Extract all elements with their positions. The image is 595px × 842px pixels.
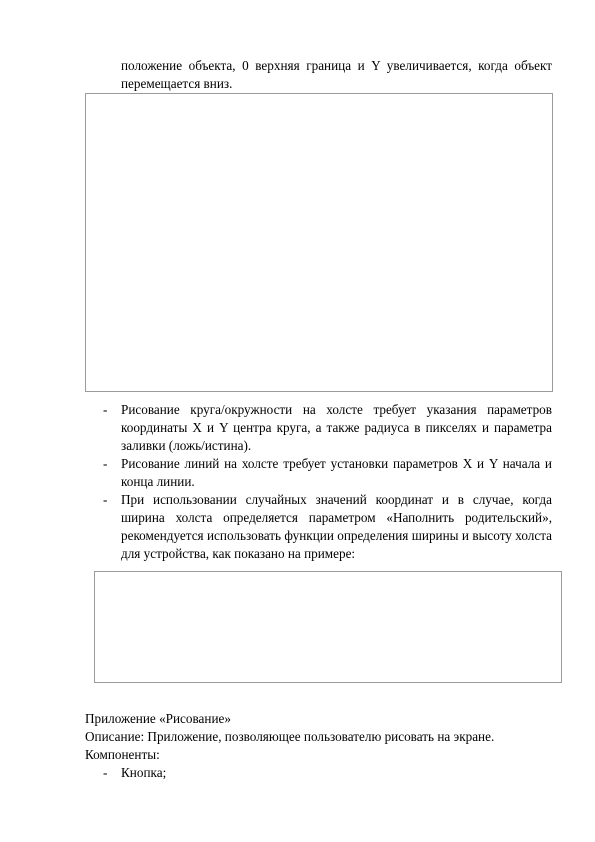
list-marker: - (103, 402, 108, 417)
list-marker: - (103, 456, 108, 471)
app-section (85, 710, 555, 782)
app-title: Приложение «Рисование» (85, 711, 231, 726)
list-item-text: Рисование круга/окружности на холсте требует указания параметров координаты X и Y центра круга, а также радиуса в пикселях и параметра заливки (ложь/истина). (121, 402, 552, 453)
components-list (85, 764, 555, 782)
list-item (103, 764, 555, 782)
intro-paragraph: положение объекта, 0 верхняя граница и Y увеличивается, когда объект перемещается вниз. (121, 58, 552, 91)
list-marker: - (103, 492, 108, 507)
list-item-text: Кнопка; (121, 765, 167, 780)
list-marker: - (103, 765, 108, 780)
list-item (103, 455, 552, 491)
list-item-text: Рисование линий на холсте требует установки параметров X и Y начала и конца линии. (121, 456, 552, 489)
components-label: Компоненты: (85, 747, 160, 762)
bullet-list (0, 401, 595, 563)
list-item-text: При использовании случайных значений координат и в случае, когда ширина холста определяется параметром «Наполнить родительский», рекомендуется использовать функции определения ширины и высоту холста для устройства, как показано на примере: (121, 492, 552, 561)
app-description: Описание: Приложение, позволяющее пользователю рисовать на экране. (85, 729, 495, 744)
figure-placeholder-canvas-example (85, 93, 553, 392)
figure-placeholder-code-example (94, 571, 562, 683)
list-item (103, 401, 552, 455)
list-item (103, 491, 552, 563)
